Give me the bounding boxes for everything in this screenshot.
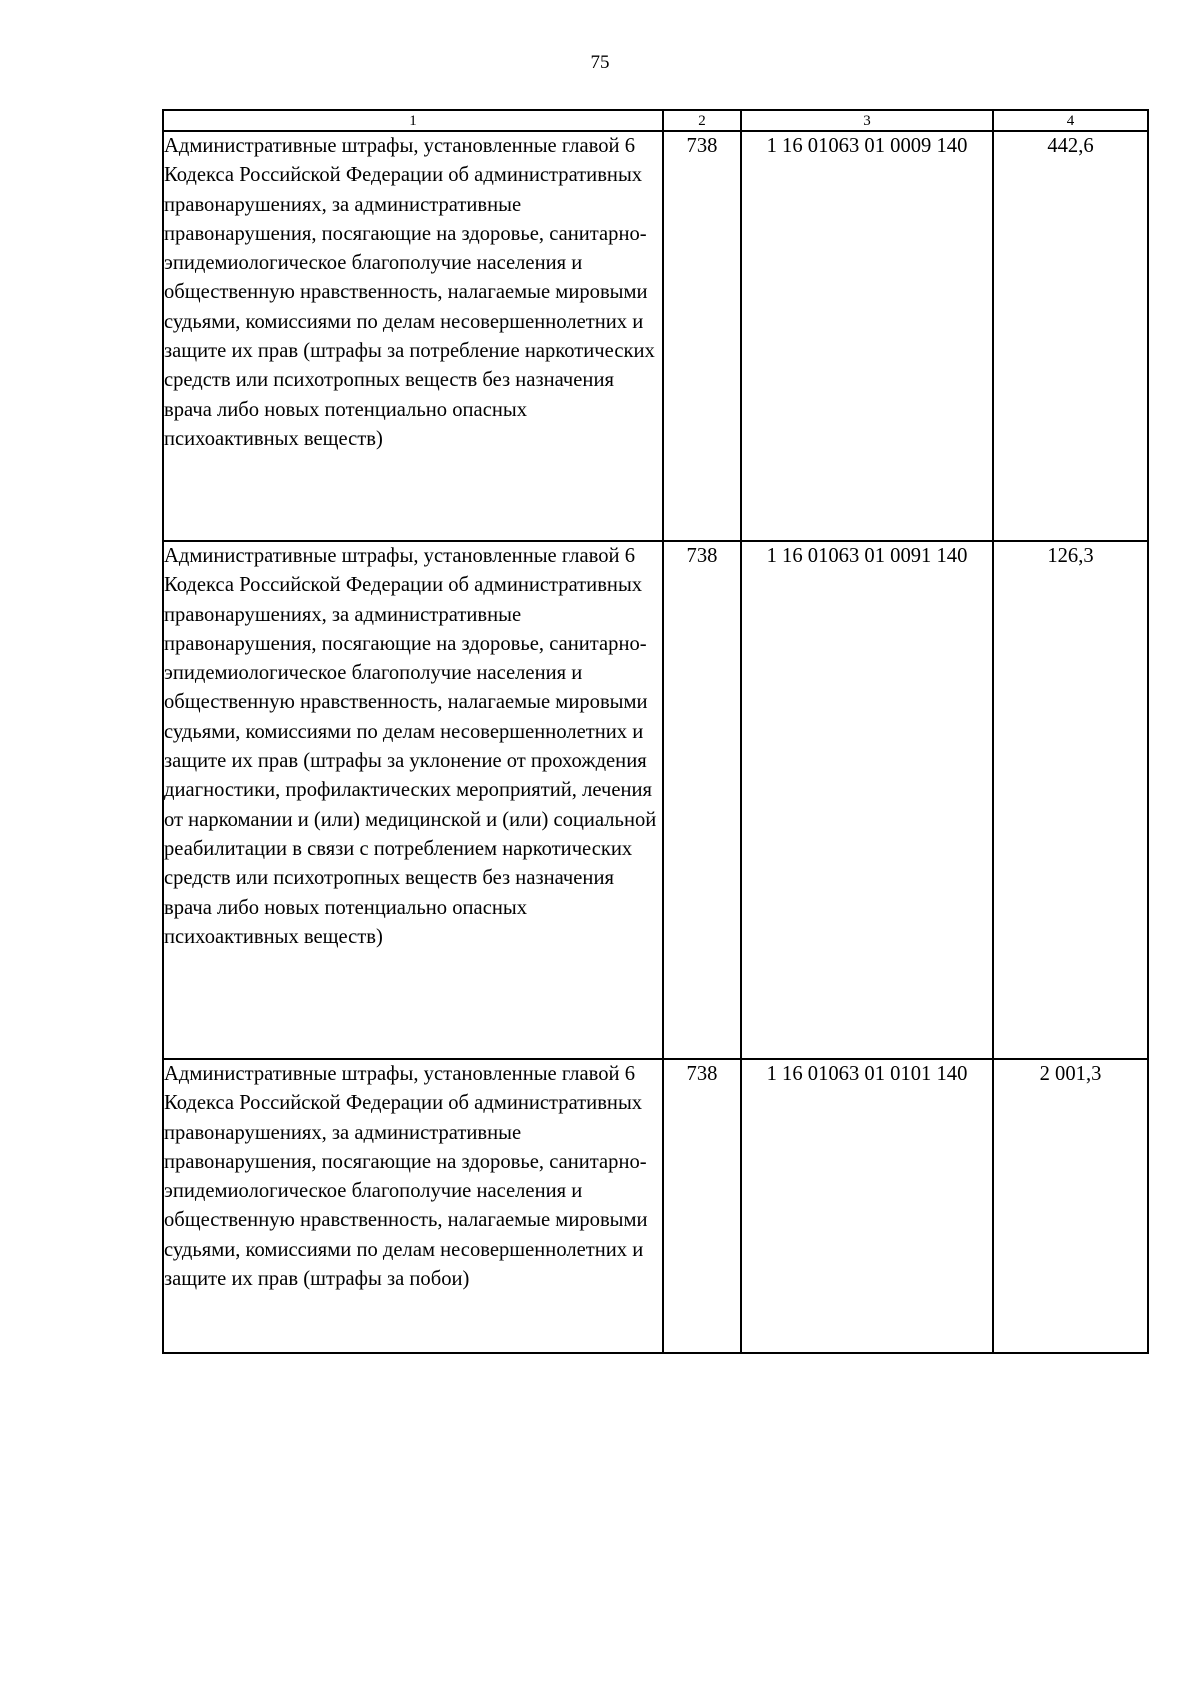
row-budget-code: 1 16 01063 01 0101 140	[741, 1059, 993, 1353]
row-amount: 442,6	[993, 131, 1148, 541]
column-header-2: 2	[663, 110, 741, 131]
column-header-1: 1	[163, 110, 663, 131]
row-admin-code: 738	[663, 1059, 741, 1353]
row-amount: 126,3	[993, 541, 1148, 1059]
row-amount: 2 001,3	[993, 1059, 1148, 1353]
table-row	[163, 1059, 1148, 1353]
budget-table	[162, 109, 1149, 1354]
table-header-row	[163, 110, 1148, 131]
table-row	[163, 131, 1148, 541]
row-budget-code: 1 16 01063 01 0091 140	[741, 541, 993, 1059]
row-admin-code: 738	[663, 131, 741, 541]
column-header-4: 4	[993, 110, 1148, 131]
row-budget-code: 1 16 01063 01 0009 140	[741, 131, 993, 541]
table-row	[163, 541, 1148, 1059]
column-header-3: 3	[741, 110, 993, 131]
page-number: 75	[590, 52, 610, 73]
row-description: Административные штрафы, установленные главой 6 Кодекса Российской Федерации об административных правонарушениях, за административные правонарушения, посягающие на здоровье, санитарно-эпидемиологическое благополучие населения и общественную нравственность, налагаемые мировыми судьями, комиссиями по делам несовершеннолетних и защите их прав (штрафы за уклонение от прохождения диагностики, профилактических мероприятий, лечения от наркомании и (или) медицинской и (или) социальной реабилитации в связи с потреблением наркотических средств или психотропных веществ без назначения врача либо новых потенциально опасных психоактивных веществ)	[163, 541, 663, 1059]
row-description: Административные штрафы, установленные главой 6 Кодекса Российской Федерации об административных правонарушениях, за административные правонарушения, посягающие на здоровье, санитарно-эпидемиологическое благополучие населения и общественную нравственность, налагаемые мировыми судьями, комиссиями по делам несовершеннолетних и защите их прав (штрафы за потребление наркотических средств или психотропных веществ без назначения врача либо новых потенциально опасных психоактивных веществ)	[163, 131, 663, 541]
row-description: Административные штрафы, установленные главой 6 Кодекса Российской Федерации об административных правонарушениях, за административные правонарушения, посягающие на здоровье, санитарно-эпидемиологическое благополучие населения и общественную нравственность, налагаемые мировыми судьями, комиссиями по делам несовершеннолетних и защите их прав (штрафы за побои)	[163, 1059, 663, 1353]
row-admin-code: 738	[663, 541, 741, 1059]
